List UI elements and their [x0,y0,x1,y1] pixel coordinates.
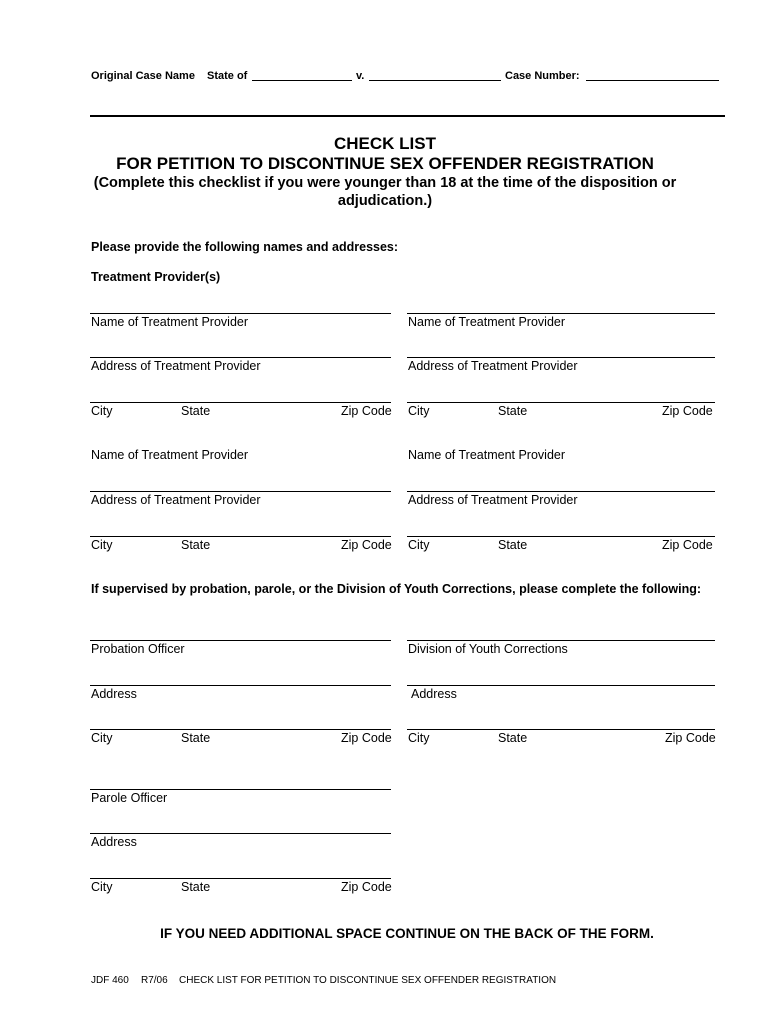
tp2-address-label: Address of Treatment Provider [408,359,578,373]
dyc-address-label: Address [411,687,457,701]
title-line3: (Complete this checklist if you were younger than 18 at the time of the disposition or [93,175,677,191]
dyc-zip-label: Zip Code [665,731,716,745]
probation-address-field[interactable] [90,685,391,686]
tp4-city-field[interactable] [407,536,715,537]
dyc-city-field[interactable] [407,729,715,730]
tp4-name-label: Name of Treatment Provider [408,448,566,462]
tp2-city-label: City [408,404,430,418]
tp3-state-label: State [181,538,211,552]
footer-form-id: JDF 460 [91,975,129,986]
parole-city-label: City [91,880,113,894]
probation-officer-label: Probation Officer [91,642,185,656]
tp3-city-label: City [91,538,113,552]
versus-label: v. [356,70,365,82]
state-of-field[interactable] [252,70,352,81]
probation-address-label: Address [91,687,137,701]
parole-state-label: State [181,880,211,894]
dyc-state-label: State [498,731,528,745]
tp3-address-label: Address of Treatment Provider [91,493,261,507]
supervised-heading: If supervised by probation, parole, or the Division of Youth Corrections, please complete the following: [91,582,702,596]
tp2-state-label: State [498,404,528,418]
dyc-label: Division of Youth Corrections [408,642,568,656]
title-line4: adjudication.) [337,193,433,209]
tp4-city-label: City [408,538,430,552]
tp3-city-field[interactable] [90,536,391,537]
additional-space-note: IF YOU NEED ADDITIONAL SPACE CONTINUE ON THE BACK OF THE FORM. [160,926,654,941]
tp2-city-field[interactable] [407,402,715,403]
parole-address-field[interactable] [90,833,391,834]
tp4-state-label: State [498,538,528,552]
case-number-field[interactable] [586,70,719,81]
title-line1: CHECK LIST [334,134,436,153]
tp2-name-label: Name of Treatment Provider [408,315,566,329]
dyc-field[interactable] [407,640,715,641]
dyc-address-field[interactable] [407,685,715,686]
tp3-name-label: Name of Treatment Provider [91,448,249,462]
parole-city-field[interactable] [90,878,391,879]
parole-officer-label: Parole Officer [91,791,168,805]
respondent-field[interactable] [369,70,501,81]
probation-officer-field[interactable] [90,640,391,641]
instructions: Please provide the following names and addresses: [91,240,399,254]
probation-zip-label: Zip Code [341,731,392,745]
tp1-address-label: Address of Treatment Provider [91,359,261,373]
tp1-address-field[interactable] [90,357,391,358]
footer-revision: R7/06 [141,975,168,986]
tp1-city-field[interactable] [90,402,391,403]
tp1-state-label: State [181,404,211,418]
footer-form-title: CHECK LIST FOR PETITION TO DISCONTINUE SEX OFFENDER REGISTRATION [179,975,557,986]
header-divider [90,115,725,117]
tp3-zip-label: Zip Code [341,538,392,552]
parole-officer-field[interactable] [90,789,391,790]
parole-address-label: Address [91,835,137,849]
tp4-address-field[interactable] [407,491,715,492]
tp1-name-label: Name of Treatment Provider [91,315,249,329]
dyc-city-label: City [408,731,430,745]
state-of-label: State of [207,70,248,82]
probation-city-label: City [91,731,113,745]
tp2-name-field[interactable] [407,313,715,314]
treatment-heading: Treatment Provider(s) [91,270,221,284]
probation-city-field[interactable] [90,729,391,730]
parole-zip-label: Zip Code [341,880,392,894]
tp1-city-label: City [91,404,113,418]
tp1-zip-label: Zip Code [341,404,392,418]
case-number-label: Case Number: [505,70,580,82]
tp2-address-field[interactable] [407,357,715,358]
tp4-address-label: Address of Treatment Provider [408,493,578,507]
tp1-name-field[interactable] [90,313,391,314]
title-line2: FOR PETITION TO DISCONTINUE SEX OFFENDER REGISTRATION [116,154,654,173]
tp3-address-field[interactable] [90,491,391,492]
tp4-zip-label: Zip Code [662,538,713,552]
original-case-name-label: Original Case Name [91,70,195,82]
probation-state-label: State [181,731,211,745]
tp2-zip-label: Zip Code [662,404,713,418]
